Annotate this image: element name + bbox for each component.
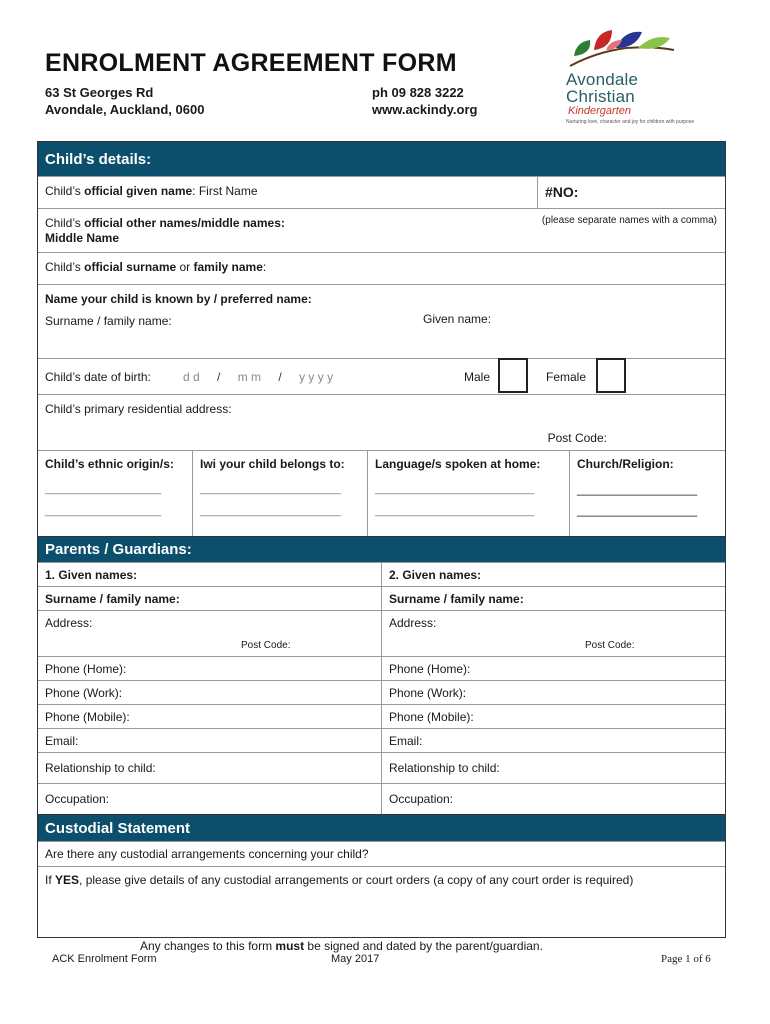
parent1-phone-mobile-field[interactable]: Phone (Mobile): [45,709,130,724]
parent1-postcode-label: Post Code: [241,640,291,651]
other-names-row[interactable]: Child’s official other names/middle names: Middle Name (please separate names with a comma) [38,208,725,252]
parent2-phone-work-field[interactable]: Phone (Work): [381,681,725,704]
page-title: ENROLMENT AGREEMENT FORM [45,49,457,77]
leaves-icon [566,26,678,70]
parent1-phone-work-field[interactable]: Phone (Work): [45,685,123,700]
parent1-surname-field[interactable]: Surname / family name: [45,591,180,606]
address-line-2: Avondale, Auckland, 0600 [45,102,205,117]
parent-email-row [38,728,725,752]
registration-number-field[interactable]: #NO: [537,177,725,208]
parent-occupation-row [38,783,725,814]
footer-note: Any changes to this form must be signed and dated by the parent/guardian. [140,939,543,953]
female-checkbox[interactable] [596,358,626,393]
dob-gender-row [38,358,725,394]
parent2-phone-mobile-field[interactable]: Phone (Mobile): [381,705,725,728]
parent1-address-field[interactable]: Address: Post Code: [45,616,291,651]
logo-text-christian: Christian [566,87,635,106]
parent2-surname-field[interactable]: Surname / family name: [381,587,725,610]
logo-tagline: Nurturing love, character and joy for children with purpose [566,119,695,125]
residential-postcode-label: Post Code: [547,431,607,445]
parent-phone-home-row [38,656,725,680]
parent2-postcode-label: Post Code: [585,640,635,651]
given-name-row [38,176,725,208]
parent2-address-field[interactable]: Address: Post Code: [381,611,725,656]
preferred-name-row[interactable] [38,284,725,358]
iwi-field[interactable]: Iwi your child belongs to: _______________________ _______________________ [192,451,367,536]
residential-address-field[interactable] [38,394,725,450]
parent-surname-row [38,586,725,610]
parent-given-names-row [38,562,725,586]
dob-input[interactable]: d d / m m / y y y y [183,370,334,384]
footer-page-number: Page 1 of 6 [661,953,711,965]
residential-address-label: Child’s primary residential address: [45,402,232,416]
parent-phone-mobile-row [38,704,725,728]
religion-field[interactable]: Church/Religion: __________________ __________________ [569,451,725,536]
middle-name-value: Middle Name [45,231,120,245]
language-field[interactable]: Language/s spoken at home: __________________________ __________________________ [367,451,569,536]
kindergarten-contact [372,84,477,118]
male-label: Male [464,370,491,384]
phone-number: ph 09 828 3222 [372,85,464,100]
custodial-details-field[interactable]: If YES, please give details of any custodial arrangements or court orders (a copy of any court order is required) [38,866,725,937]
parent1-occupation-field[interactable]: Occupation: [45,792,110,806]
parent1-given-names-field[interactable]: 1. Given names: [45,567,138,582]
female-label: Female [546,370,587,384]
parent1-phone-home-field[interactable]: Phone (Home): [45,661,127,676]
section-header-parents: Parents / Guardians: [38,536,725,562]
custodial-question: Are there any custodial arrangements concerning your child? [38,841,725,866]
cultural-info-row [38,450,725,536]
kindergarten-logo [560,26,695,130]
parent2-relationship-field[interactable]: Relationship to child: [381,753,725,783]
parent1-email-field[interactable]: Email: [45,733,79,748]
parent2-occupation-field[interactable]: Occupation: [381,784,725,814]
parent-relationship-row [38,752,725,783]
address-line-1: 63 St Georges Rd [45,85,154,100]
dob-label: Child’s date of birth: [45,370,151,384]
parent2-given-names-field[interactable]: 2. Given names: [381,563,725,586]
parent2-email-field[interactable]: Email: [381,729,725,752]
parent-phone-work-row [38,680,725,704]
section-header-custodial: Custodial Statement [38,814,725,841]
parent1-relationship-field[interactable]: Relationship to child: [45,761,156,775]
section-header-childs-details: Child’s details: [38,142,725,176]
logo-text-avondale: Avondale [566,70,639,89]
footer-date: May 2017 [331,953,380,965]
preferred-surname-label: Surname / family name: [45,314,172,328]
preferred-name-heading: Name your child is known by / preferred name: [45,292,312,306]
given-name-field[interactable]: Child’s official given name: First Name [45,184,258,198]
separate-names-note: (please separate names with a comma) [541,215,717,226]
parent-address-row [38,610,725,656]
footer-form-name: ACK Enrolment Form [52,953,157,965]
kindergarten-address [45,84,204,118]
male-checkbox[interactable] [498,358,528,393]
parent2-phone-home-field[interactable]: Phone (Home): [381,657,725,680]
website[interactable]: www.ackindy.org [372,102,478,117]
preferred-given-name-label: Given name: [423,312,492,326]
ethnic-origin-field[interactable]: Child’s ethnic origin/s: ___________________ ___________________ [45,457,174,517]
surname-field[interactable]: Child’s official surname or family name: [38,252,725,284]
logo-text-kindergarten: Kindergarten [568,105,631,117]
enrolment-form [37,141,726,938]
